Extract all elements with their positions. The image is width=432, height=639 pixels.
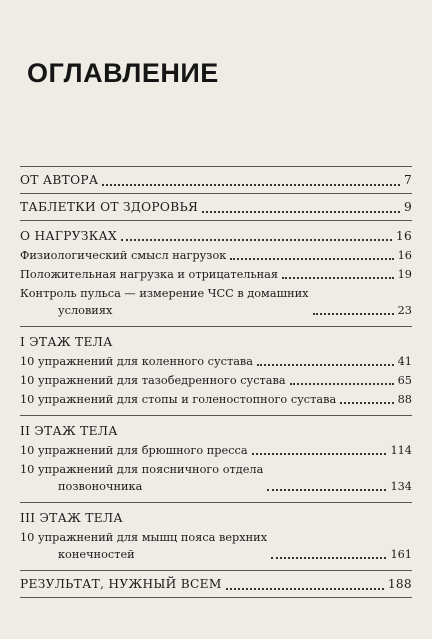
- dot-leader: [340, 402, 393, 404]
- divider: [20, 570, 412, 571]
- dot-leader: [282, 277, 394, 279]
- toc-page-number: 7: [403, 173, 412, 187]
- toc-page-number: 65: [397, 374, 412, 387]
- toc-page-number: 41: [397, 355, 412, 368]
- toc-page-number: 19: [397, 268, 412, 281]
- toc-entry-label: [20, 285, 309, 319]
- dot-leader: [202, 211, 400, 213]
- divider: [20, 193, 412, 194]
- divider: [20, 597, 412, 598]
- toc-entry-label: ТАБЛЕТКИ ОТ ЗДОРОВЬЯ: [20, 200, 199, 214]
- dot-leader: [226, 588, 384, 590]
- toc-subentry[interactable]: [20, 461, 412, 495]
- dot-leader: [252, 453, 387, 455]
- dot-leader: [230, 258, 393, 260]
- toc-entry-label: 10 упражнений для тазобедренного сустава: [20, 374, 286, 387]
- toc-entry-loads[interactable]: [20, 227, 412, 245]
- toc-entry-label-line1: Контроль пульса — измерение ЧСС в домашних: [20, 287, 309, 300]
- toc-section-floor3: [20, 503, 412, 570]
- toc-section-floor2: [20, 416, 412, 502]
- toc-entry-label-line2: условиях: [58, 304, 113, 317]
- toc-entry-pills[interactable]: [20, 198, 412, 217]
- toc-entry-label: [20, 461, 263, 495]
- toc-entry-label: [20, 529, 267, 563]
- toc-page-number: 161: [390, 548, 412, 561]
- toc-page-number: 23: [397, 304, 412, 317]
- toc-section-heading: [20, 422, 412, 440]
- toc-entry-label: 10 упражнений для стопы и голеностопного сустава: [20, 393, 337, 406]
- toc-page-number: 188: [387, 577, 412, 591]
- toc-entry-label: ОТ АВТОРА: [20, 173, 99, 187]
- toc-entry-label: Положительная нагрузка и отрицательная: [20, 268, 278, 281]
- toc-entry-label-line2: конечностей: [58, 548, 135, 561]
- dot-leader: [290, 383, 394, 385]
- dot-leader: [271, 557, 386, 559]
- toc-entry-label: Физиологический смысл нагрузок: [20, 249, 227, 262]
- toc-entry-label-line2: позвоночника: [58, 480, 143, 493]
- dot-leader: [267, 489, 386, 491]
- toc-page-number: 114: [390, 444, 412, 457]
- dot-leader: [313, 313, 394, 315]
- toc-section-heading-label: II ЭТАЖ ТЕЛА: [20, 424, 118, 438]
- toc-entry-label-line1: 10 упражнений для поясничного отдела: [20, 463, 264, 476]
- toc-entry-result[interactable]: [20, 575, 412, 594]
- toc-section-heading-label: III ЭТАЖ ТЕЛА: [20, 511, 123, 525]
- page-title: ОГЛАВЛЕНИЕ: [27, 58, 219, 88]
- toc-page-number: 134: [390, 480, 412, 493]
- toc-entry-label: 10 упражнений для коленного сустава: [20, 355, 254, 368]
- toc-subentry[interactable]: [20, 391, 412, 408]
- toc-entry-author[interactable]: [20, 171, 412, 190]
- toc-subentry[interactable]: [20, 285, 412, 319]
- table-of-contents: [20, 166, 412, 598]
- toc-section-heading-label: I ЭТАЖ ТЕЛА: [20, 335, 113, 349]
- toc-subentry[interactable]: [20, 266, 412, 283]
- dot-leader: [102, 184, 400, 186]
- toc-subentry[interactable]: [20, 353, 412, 370]
- toc-page-number: 16: [397, 249, 412, 262]
- toc-section-floor1: [20, 327, 412, 415]
- toc-section-loads: [20, 221, 412, 326]
- toc-subentry[interactable]: [20, 442, 412, 459]
- dot-leader: [121, 239, 392, 241]
- toc-entry-label: РЕЗУЛЬТАТ, НУЖНЫЙ ВСЕМ: [20, 577, 222, 591]
- toc-section-heading: [20, 509, 412, 527]
- toc-subentry[interactable]: [20, 372, 412, 389]
- toc-subentry[interactable]: [20, 247, 412, 264]
- dot-leader: [257, 364, 394, 366]
- toc-section-heading: [20, 333, 412, 351]
- toc-page-number: 16: [395, 229, 412, 243]
- toc-entry-label-line1: 10 упражнений для мышц пояса верхних: [20, 531, 268, 544]
- toc-subentry[interactable]: [20, 529, 412, 563]
- toc-entry-label: 10 упражнений для брюшного пресса: [20, 444, 248, 457]
- toc-section-heading: О НАГРУЗКАХ: [20, 229, 118, 243]
- divider: [20, 166, 412, 167]
- toc-page-number: 88: [397, 393, 412, 406]
- toc-page-number: 9: [403, 200, 412, 214]
